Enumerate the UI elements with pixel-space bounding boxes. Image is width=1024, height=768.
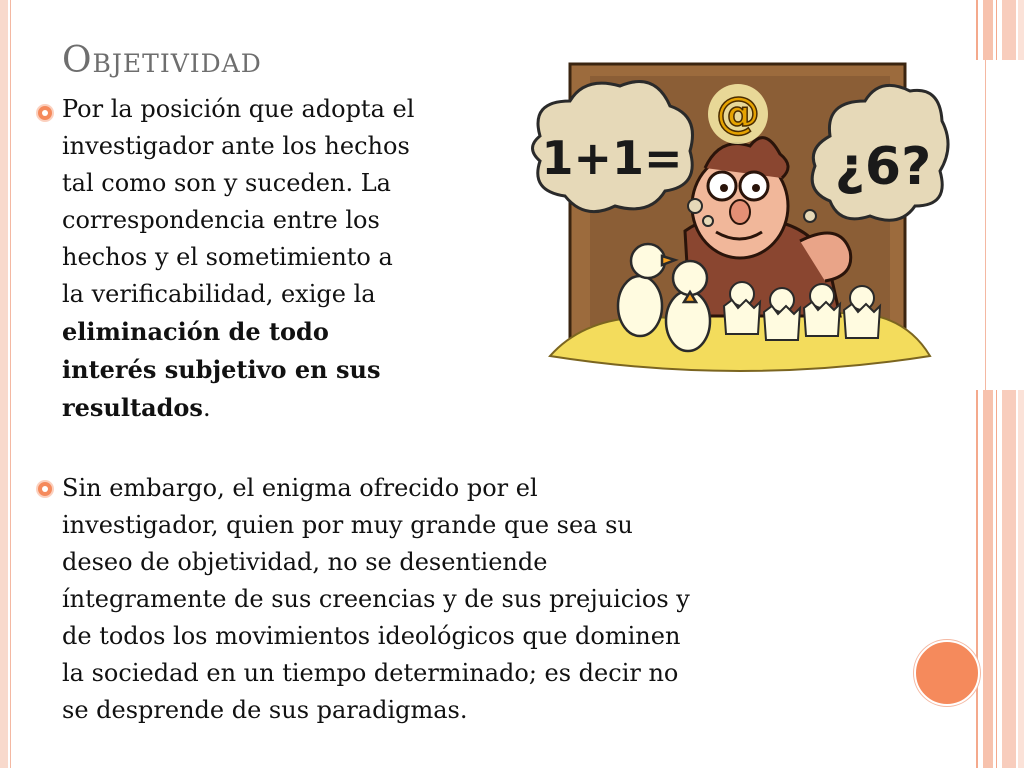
text-line: Por la posición que adopta el xyxy=(62,95,415,123)
at-sign: @ xyxy=(716,88,760,139)
thought-dot xyxy=(703,216,713,226)
person-nose xyxy=(730,200,750,224)
eye-left xyxy=(720,184,728,192)
text-line: investigador ante los hechos xyxy=(62,132,410,160)
chick xyxy=(666,261,710,351)
thought-dot xyxy=(804,210,816,222)
text-line: hechos y el sometimiento a xyxy=(62,243,393,271)
text-line: tal como son y suceden. La xyxy=(62,169,391,197)
bullet-text-2 xyxy=(62,470,872,729)
text-line: correspondencia entre los xyxy=(62,206,380,234)
text-line: la sociedad en un tiempo determinado; es decir no xyxy=(62,659,679,687)
thought-dot xyxy=(688,199,702,213)
period: . xyxy=(202,394,211,422)
text-line: íntegramente de sus creencias y de sus prejuicios y xyxy=(62,585,690,613)
bullet-text-1 xyxy=(62,91,522,427)
eye-right xyxy=(752,184,760,192)
left-edge-line xyxy=(10,0,11,768)
bullet-icon xyxy=(36,104,54,122)
right-stripe-gap-line xyxy=(985,60,986,390)
bold-text-line: interés subjetivo en sus xyxy=(62,355,381,384)
text-line: la verificabilidad, exige la xyxy=(62,280,376,308)
question-text: ¿6? xyxy=(834,137,932,197)
cartoon-illustration xyxy=(510,56,950,396)
right-stripe-gap xyxy=(976,60,1024,390)
left-edge-decoration xyxy=(0,0,8,768)
text-line: investigador, quien por muy grande que sea su xyxy=(62,511,633,539)
equation-text: 1+1= xyxy=(541,131,683,185)
text-line: se desprende de sus paradigmas. xyxy=(62,696,468,724)
text-line: de todos los movimientos ideológicos que dominen xyxy=(62,622,681,650)
text-line: Sin embargo, el enigma ofrecido por el xyxy=(62,474,538,502)
bullet-icon xyxy=(36,480,54,498)
text-line: deseo de objetividad, no se desentiende xyxy=(62,548,548,576)
orange-circle-decoration xyxy=(914,640,980,706)
bold-text-line: eliminación de todo xyxy=(62,317,329,346)
bold-text-line: resultados xyxy=(62,393,203,422)
slide-title: Objetividad xyxy=(62,40,262,81)
